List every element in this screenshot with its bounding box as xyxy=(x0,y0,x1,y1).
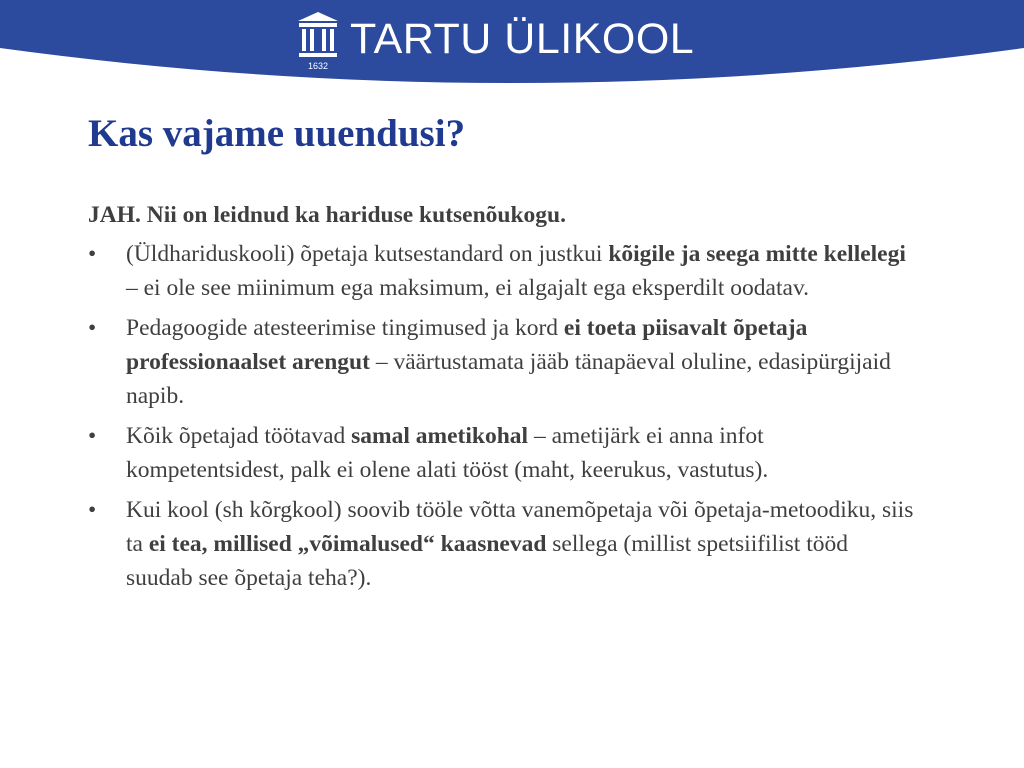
bullet-item xyxy=(88,493,918,595)
bullet-icon: • xyxy=(88,497,97,523)
bullet-list xyxy=(88,237,918,595)
university-columns-icon xyxy=(296,8,340,72)
bullet-item xyxy=(88,419,918,487)
bullet-icon: • xyxy=(88,423,97,449)
bullet-text: (Üldhariduskooli) õpetaja kutsestandard on justkui xyxy=(126,241,609,267)
bullet-item xyxy=(88,237,918,305)
bullet-text: Pedagoogide atesteerimise tingimused ja kord xyxy=(126,315,564,341)
bullet-text: Kõik õpetajad töötavad xyxy=(126,423,352,449)
university-logo xyxy=(296,8,694,72)
bullet-text: – väärtustamata jääb tänapäeval oluline, edasipürgijaid napib. xyxy=(126,349,891,409)
bullet-text: – ametijärk ei anna infot kompetentsidest, palk ei olene alati tööst (maht, keerukus, vastutus). xyxy=(126,423,769,483)
bullet-text: – ei ole see miinimum ega maksimum, ei algajalt ega eksperdilt oodatav. xyxy=(126,275,810,301)
bullet-emphasis: ei toeta piisavalt õpetaja professionaalset arengut xyxy=(126,315,808,375)
bullet-emphasis: samal ametikohal xyxy=(351,423,529,449)
slide-title: Kas vajame uuendusi? xyxy=(88,112,466,155)
brand-name: TARTU ÜLIKOOL xyxy=(350,15,695,63)
bullet-icon: • xyxy=(88,241,97,267)
bullet-text: Kui kool (sh kõrgkool) soovib tööle võtta vanemõpetaja või õpetaja-metoodiku, siis ta xyxy=(126,497,914,557)
bullet-emphasis: kõigile ja seega mitte kellelegi xyxy=(608,241,906,267)
bullet-text: sellega (millist spetsiifilist tööd suudab see õpetaja teha?). xyxy=(126,531,848,591)
bullet-icon: • xyxy=(88,315,97,341)
bullet-item xyxy=(88,311,918,413)
lead-text: JAH. Nii on leidnud ka hariduse kutsenõukogu. xyxy=(88,202,566,228)
bullet-emphasis: ei tea, millised „võimalused“ kaasnevad xyxy=(148,531,547,557)
slide-content xyxy=(88,198,918,601)
founding-year: 1632 xyxy=(307,61,329,71)
